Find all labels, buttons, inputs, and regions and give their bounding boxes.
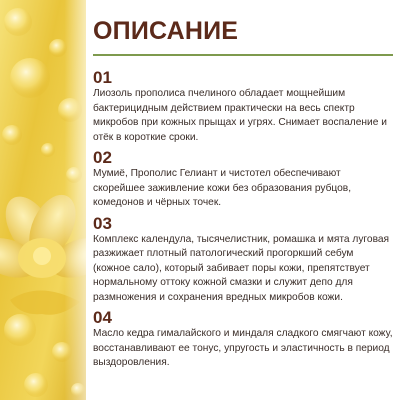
page-title: ОПИСАНИЕ	[93, 17, 239, 45]
section-04	[93, 308, 393, 371]
section-number: 03	[93, 213, 112, 233]
decorative-flower-image	[0, 0, 86, 400]
title-divider	[93, 54, 393, 56]
section-01	[93, 68, 393, 145]
section-number: 02	[93, 148, 112, 167]
description-content	[93, 16, 393, 374]
section-text: Масло кедра гималайского и миндаля сладкого смягчают кожу, восстанавливают ее тонус, упругость и эластичность в период выздоровления.	[93, 328, 393, 368]
section-text: Мумиё, Прополис Гелиант и чистотел обеспечивают скорейшее заживление кожи без образования рубцов, комедонов и чёрных точек.	[93, 168, 352, 208]
section-text: Лиозоль прополиса пчелиного обладает мощнейшим бактерицидным действием практически на весь спектр микробов при кожных прыщах и угрях. Снимает воспаление и отёк в короткие сроки.	[93, 88, 387, 143]
section-02	[93, 148, 393, 211]
section-03	[93, 214, 393, 306]
section-text: Комплекс календула, тысячелистник, ромашка и мята луговая разжижает плотный патологический прогоркший себум (кожное сало), который забивает поры кожи, препятствует нормальному оттоку кожной смазки и служит депо для размножения и сохранения вредных микробов кожи.	[93, 233, 390, 303]
section-number: 01	[93, 68, 112, 87]
section-number: 04	[93, 308, 112, 327]
